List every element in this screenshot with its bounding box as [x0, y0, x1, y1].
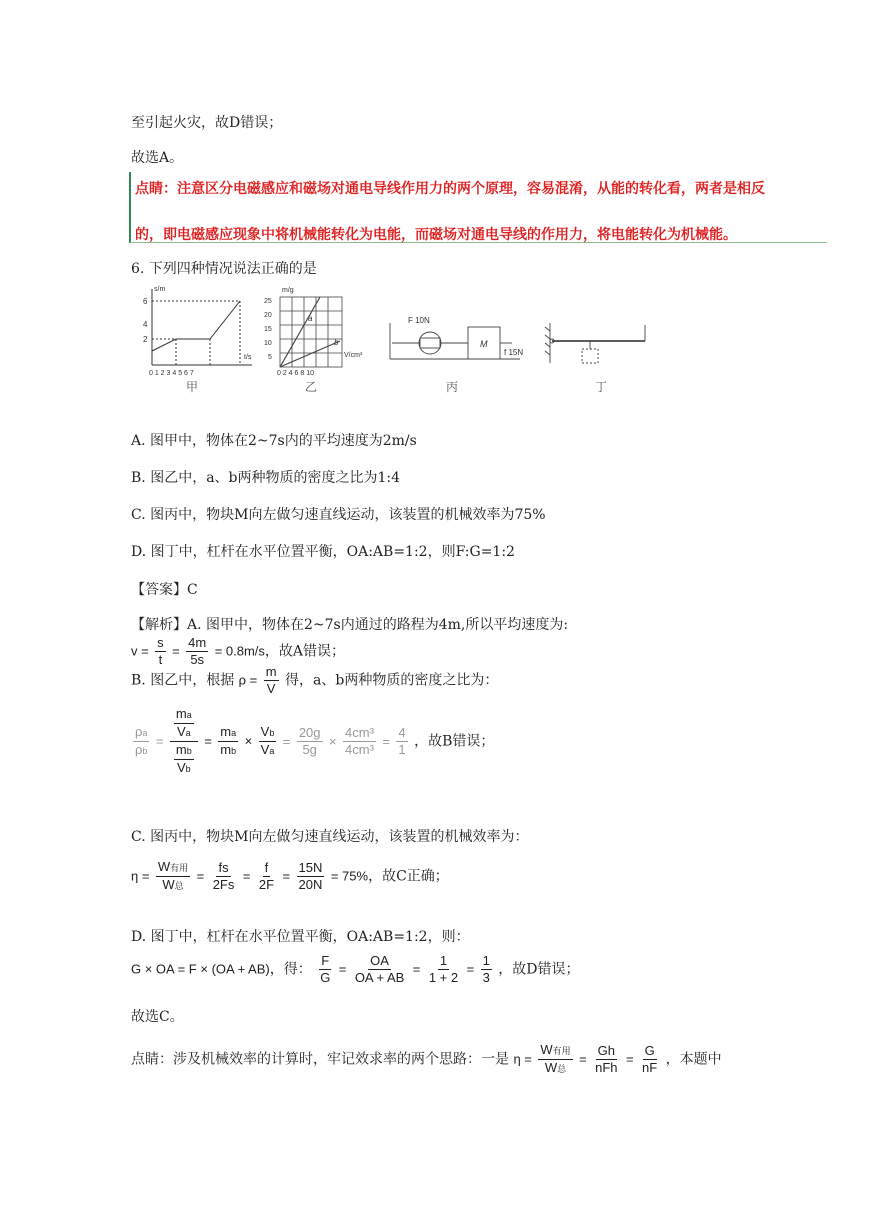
tip-line-1: 点睛：注意区分电磁感应和磁场对通电导线作用力的两个原理，容易混淆，从能的转化看，两者是相反: [135, 181, 765, 197]
figure-bing: [390, 323, 520, 359]
figure-ding: [545, 323, 645, 363]
bing-F: F 10N: [408, 316, 430, 325]
yi-yticks: 15: [264, 326, 272, 333]
equation-a: v = $\frac{s}{t}$ = $\frac{4m}{5s}$ = 0.8m/s，故A错误；: [131, 635, 346, 667]
answer: 【答案】C: [131, 582, 198, 598]
figure-yi: [280, 297, 342, 367]
yi-yticks: 25: [264, 298, 272, 305]
yi-a: a: [308, 314, 313, 323]
text-line: 故选A。: [131, 150, 184, 166]
jia-xticks: 0 1 2 3 4 5 6 7: [149, 370, 194, 377]
yi-xticks: 0 2 4 6 8 10: [277, 370, 314, 377]
jia-tick: 4: [143, 320, 148, 329]
option-a: A. 图甲中，物体在2~7s内的平均速度为2m/s: [131, 433, 417, 449]
figure-jia: [152, 289, 252, 365]
note: 点睛：涉及机械效率的计算时，牢记效求率的两个思路：一是 η = $\frac{\text{W有用}}{\text{W总}}$ = $\frac{Gh}{\text{nFh}}$ = $\frac{G}{nF}$ ，本题中: [131, 1042, 722, 1075]
option-b: B. 图乙中，a、b两种物质的密度之比为1:4: [131, 470, 401, 486]
yi-ylabel: m/g: [282, 287, 294, 294]
equation-b: $\frac{\rho a}{\rho b}$ = $\frac{\frac{ma}{Va}}{\frac{mb}{Vb}}$ = $\frac{ma}{mb}$ × $\frac{Vb}{Va}$ = $\frac{20g}{5g}$ × $\frac{\text{4cm³}}{\text{4cm³}}$ = $\frac{4}{1}$ ，故B错误；: [135, 706, 495, 775]
bing-f: f 15N: [504, 348, 524, 357]
jia-tick: 6: [143, 297, 148, 306]
equation-c: η = $\frac{\text{W有用}}{\text{W总}}$ = $\frac{fs}{2Fs}$ = $\frac{f}{2F}$ = $\frac{15N}{20N}$ = 75%，故C正确；: [131, 859, 449, 892]
yi-b: b: [334, 338, 339, 347]
label-ding: 丁: [595, 380, 608, 394]
analysis-d: D. 图丁中，杠杆在水平位置平衡，OA:AB=1:2，则：: [131, 929, 470, 945]
tip-box: [129, 172, 827, 243]
yi-yticks: 20: [264, 312, 272, 319]
yi-yticks: 10: [264, 340, 272, 347]
option-d: D. 图丁中，杠杆在水平位置平衡，OA:AB=1:2，则F:G=1:2: [131, 544, 515, 560]
conclusion: 故选C。: [131, 1009, 184, 1025]
analysis-a: 【解析】A. 图甲中，物体在2~7s内通过的路程为4m,所以平均速度为:: [131, 617, 569, 633]
jia-xlabel: t/s: [244, 354, 252, 361]
option-c: C. 图丙中，物块M向左做匀速直线运动，该装置的机械效率为75%: [131, 507, 546, 523]
text-line: 至引起火灾，故D错误；: [131, 115, 283, 131]
question-6: 6. 下列四种情况说法正确的是: [131, 261, 317, 277]
yi-yticks: 5: [268, 354, 272, 361]
equation-d: G × OA = F × (OA + AB)，得： $\frac{F}{G}$ = $\frac{OA}{OA + AB}$ = $\frac{1}{1 + 2}$ = $\frac{1}{3}$ ，故D错误；: [131, 953, 580, 985]
label-yi: 乙: [305, 380, 318, 394]
tip-line-2: 的，即电磁感应现象中将机械能转化为电能，而磁场对通电导线的作用力，将电能转化为机械能。: [135, 227, 737, 243]
analysis-b: B. 图乙中，根据 ρ = $\frac{m}{V}$ 得，a、b两种物质的密度之比为：: [131, 664, 499, 696]
jia-ylabel: s/m: [154, 286, 166, 293]
label-bing: 丙: [446, 380, 459, 394]
bing-M: M: [480, 339, 488, 349]
yi-xlabel: V/cm³: [344, 352, 363, 359]
label-jia: 甲: [186, 380, 199, 394]
jia-tick: 2: [143, 335, 148, 344]
analysis-c: C. 图丙中，物块M向左做匀速直线运动，该装置的机械效率为：: [131, 829, 529, 845]
figures: [140, 283, 660, 395]
